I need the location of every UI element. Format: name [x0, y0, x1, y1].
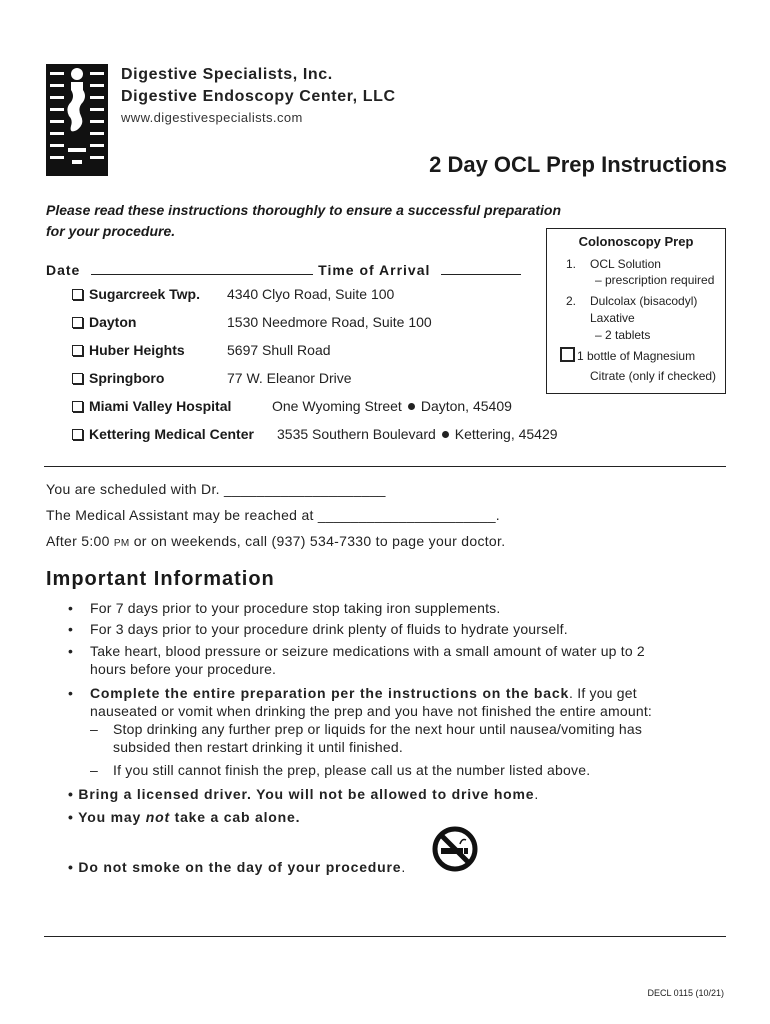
intro-text — [46, 200, 586, 242]
bullet-dot-icon — [442, 431, 449, 438]
location-option-springboro[interactable] — [72, 370, 164, 388]
time-of-arrival-field[interactable] — [441, 262, 521, 275]
footer-divider — [44, 936, 726, 937]
prep-item-1: OCL Solution — [590, 257, 661, 271]
location-option-dayton[interactable] — [72, 314, 136, 332]
checkbox-icon[interactable] — [72, 401, 83, 412]
cab-bullet — [68, 809, 300, 825]
cab-text-not: not — [145, 809, 170, 825]
location-name: Dayton — [89, 314, 137, 330]
city: Dayton, 45409 — [420, 398, 512, 414]
prep-item-3: 1 bottle of Magnesium — [577, 349, 696, 363]
prep-item-1-sub: – prescription required — [595, 273, 715, 287]
location-address: 1530 Needmore Road, Suite 100 — [227, 314, 432, 330]
checkbox-icon[interactable] — [72, 317, 83, 328]
dash-icon: – — [90, 721, 98, 737]
location-option-miami-valley-hospital[interactable] — [72, 398, 231, 416]
driver-bullet — [68, 786, 539, 802]
location-name: Huber Heights — [89, 342, 185, 358]
important-bullet-3: Take heart, blood pressure or seizure medications with a small amount of water up to 2 — [90, 643, 645, 659]
checkbox-icon[interactable] — [72, 373, 83, 384]
location-option-kettering-medical-center[interactable] — [72, 426, 254, 444]
important-bullet-3-line-2: hours before your procedure. — [90, 661, 277, 677]
prep-box-title: Colonoscopy Prep — [578, 234, 694, 249]
no-smoking-bullet — [68, 859, 406, 875]
important-bullet-1: For 7 days prior to your procedure stop taking iron supplements. — [90, 600, 501, 616]
city: Kettering, 45429 — [454, 426, 558, 442]
location-address: 77 W. Eleanor Drive — [227, 370, 352, 386]
important-information-heading: Important Information — [46, 568, 275, 590]
no-smoking-text-end: . — [401, 859, 407, 875]
important-bullet-4-line-2: nauseated or vomit when drinking the prep and you have not finished the entire amount: — [90, 703, 652, 719]
street: One Wyoming Street — [272, 398, 402, 414]
date-field[interactable] — [91, 262, 313, 275]
scheduled-with-line: You are scheduled with Dr. ____________________ — [46, 481, 386, 497]
bullet-icon: • — [68, 786, 74, 802]
company-logo — [46, 64, 108, 176]
form-code: DECL 0115 (10/21) — [647, 988, 724, 998]
intro-line-1: Please read these instructions thoroughly to ensure a successful preparation — [46, 202, 562, 218]
sub-bullet-1-line-2: subsided then restart drinking it until finished. — [113, 739, 403, 755]
no-smoking-icon — [432, 826, 478, 872]
bullet-icon: • — [68, 600, 74, 616]
org-name: Digestive Specialists, Inc. — [121, 66, 333, 83]
divider — [44, 466, 726, 467]
prep-item-2: Dulcolax (bisacodyl) — [590, 294, 698, 308]
website-link[interactable]: www.digestivespecialists.com — [121, 110, 303, 125]
prep-item-1-number: 1. — [566, 257, 577, 271]
cab-text-2: take a cab alone. — [169, 809, 301, 825]
cab-text-1: You may — [78, 809, 146, 825]
magnesium-citrate-checkbox[interactable] — [560, 347, 575, 362]
prep-item-2-number: 2. — [566, 294, 577, 308]
important-bullet-4-rest: . If you get — [569, 685, 637, 701]
location-name: Miami Valley Hospital — [89, 398, 232, 414]
bullet-icon: • — [68, 685, 74, 701]
location-address: 4340 Clyo Road, Suite 100 — [227, 286, 395, 302]
location-address: 5697 Shull Road — [227, 342, 331, 358]
no-smoking-text: Do not smoke on the day of your procedure — [78, 859, 402, 875]
bullet-icon: • — [68, 809, 74, 825]
colonoscopy-prep-box — [546, 228, 726, 394]
sub-bullet-1: Stop drinking any further prep or liquids for the next hour until nausea/vomiting has — [113, 721, 643, 737]
date-label: Date — [46, 262, 81, 278]
medical-assistant-line: The Medical Assistant may be reached at ______________________. — [46, 507, 500, 523]
after-hours-text: After 5:00 — [46, 533, 114, 549]
date-time-row — [46, 262, 521, 278]
page-title: 2 Day OCL Prep Instructions — [429, 152, 727, 177]
time-of-arrival-label: Time of Arrival — [318, 262, 431, 278]
driver-text: Bring a licensed driver. You will not be allowed to drive home — [78, 786, 535, 802]
location-name: Springboro — [89, 370, 165, 386]
bullet-dot-icon — [408, 403, 415, 410]
prep-item-3-line-2: Citrate (only if checked) — [590, 369, 717, 383]
bullet-icon: • — [68, 643, 74, 659]
after-hours-text-2: or on weekends, call (937) 534-7330 to page your doctor. — [129, 533, 506, 549]
prep-item-2-line-2: Laxative — [590, 311, 635, 325]
location-address — [277, 426, 558, 442]
checkbox-icon[interactable] — [72, 429, 83, 440]
org-name-secondary: Digestive Endoscopy Center, LLC — [121, 88, 396, 105]
sub-bullet-2: If you still cannot finish the prep, please call us at the number listed above. — [113, 762, 591, 778]
bullet-icon: • — [68, 859, 74, 875]
prep-item-2-sub: – 2 tablets — [595, 328, 651, 342]
checkbox-icon[interactable] — [72, 289, 83, 300]
important-bullet-2: For 3 days prior to your procedure drink plenty of fluids to hydrate yourself. — [90, 621, 568, 637]
location-option-sugarcreek[interactable] — [72, 286, 200, 304]
dash-icon: – — [90, 762, 98, 778]
location-address — [272, 398, 512, 414]
street: 3535 Southern Boulevard — [277, 426, 436, 442]
driver-text-end: . — [534, 786, 540, 802]
after-hours-line — [46, 533, 505, 549]
important-bullet-4-bold: Complete the entire preparation per the instructions on the back — [90, 685, 570, 701]
intro-line-2: for your procedure. — [46, 223, 176, 239]
checkbox-icon[interactable] — [72, 345, 83, 356]
important-bullet-4 — [90, 685, 637, 701]
pm-text: PM — [113, 538, 130, 549]
bullet-icon: • — [68, 621, 74, 637]
location-option-huber-heights[interactable] — [72, 342, 185, 360]
location-name: Sugarcreek Twp. — [89, 286, 201, 302]
location-name: Kettering Medical Center — [89, 426, 254, 442]
